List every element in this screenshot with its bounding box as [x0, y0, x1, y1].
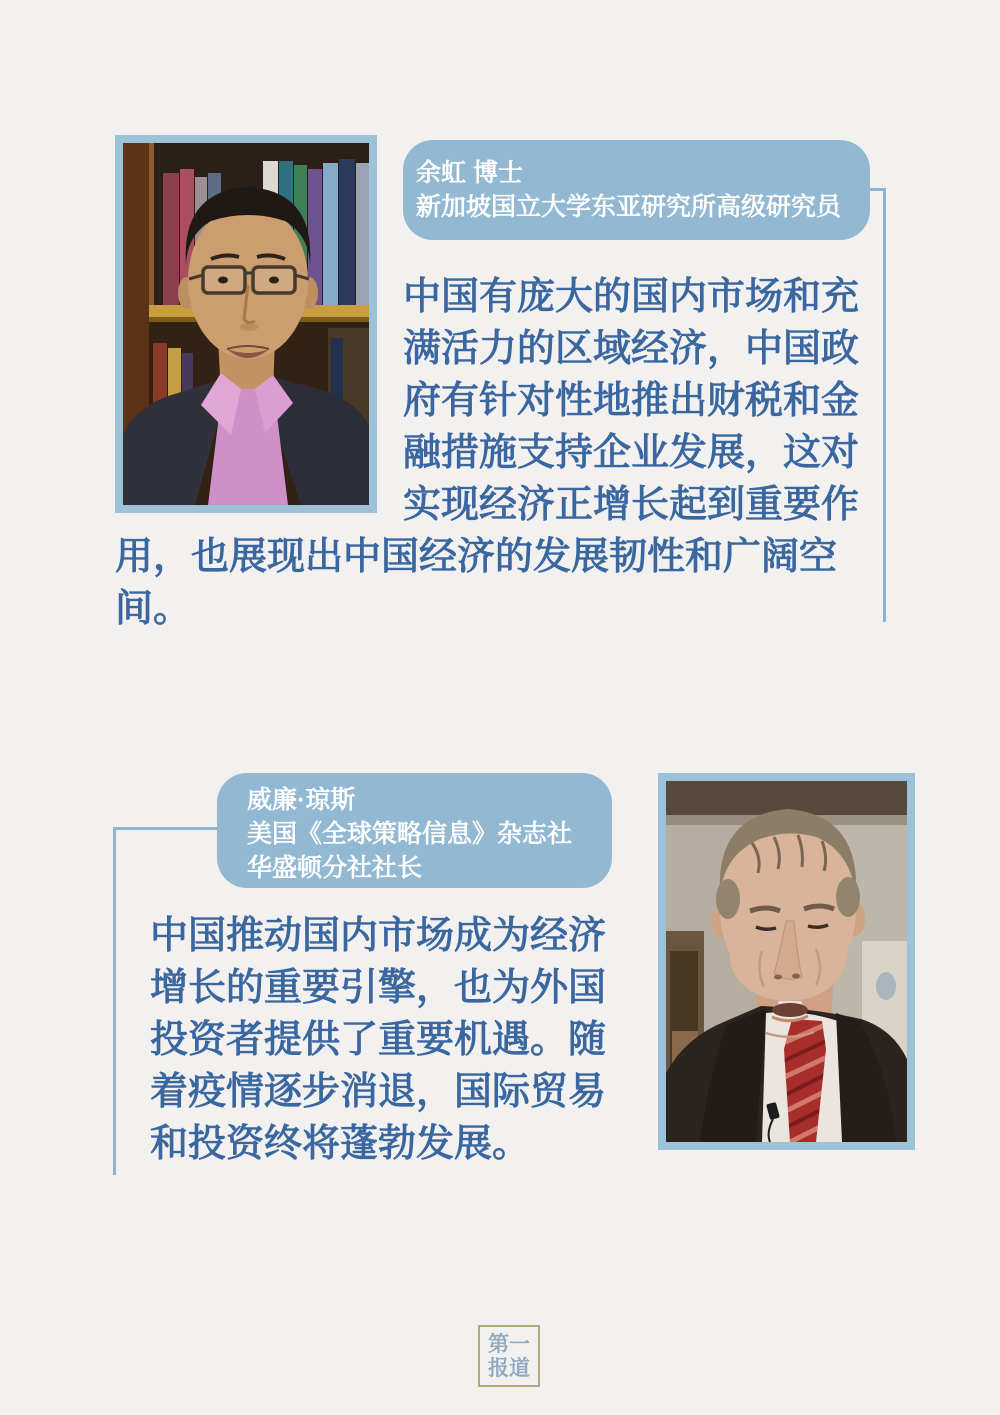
expert-1-name: 余虹 博士	[416, 159, 523, 187]
expert-2-section	[115, 773, 915, 1170]
expert-2-photo	[658, 773, 915, 1150]
expert-2-title-line1: 美国《全球策略信息》杂志社	[247, 820, 573, 848]
expert-1-section	[115, 135, 877, 635]
logo-char-2: 一	[509, 1331, 530, 1356]
expert-2-name: 威廉·琼斯	[247, 786, 356, 814]
expert-2-title-line2: 华盛顿分社社长	[247, 854, 423, 882]
expert-2-quote: 中国推动国内市场成为经济增长的重要引擎，也为外国投资者提供了重要机遇。随着疫情逐步消退，国际贸易和投资终将蓬勃发展。	[150, 915, 607, 1165]
expert-1-quote: 中国有庞大的国内市场和充满活力的区域经济，中国政府有针对性地推出财税和金融措施支持企业发展，这对实现经济正增长起到重要作用，也展现出中国经济的发展韧性和广阔空间。	[115, 276, 860, 630]
portrait-yu-hong-illustration	[123, 143, 369, 505]
logo-char-3: 报	[488, 1355, 509, 1380]
logo-char-4: 道	[509, 1355, 530, 1380]
expert-1-namecard	[403, 140, 870, 240]
logo-char-1: 第	[488, 1331, 509, 1356]
portrait-william-jones-illustration	[666, 781, 907, 1142]
first-report-logo	[478, 1325, 540, 1387]
expert-1-title: 新加坡国立大学东亚研究所高级研究员	[416, 193, 842, 221]
expert-1-photo	[115, 135, 377, 513]
expert-2-namecard	[217, 773, 612, 888]
